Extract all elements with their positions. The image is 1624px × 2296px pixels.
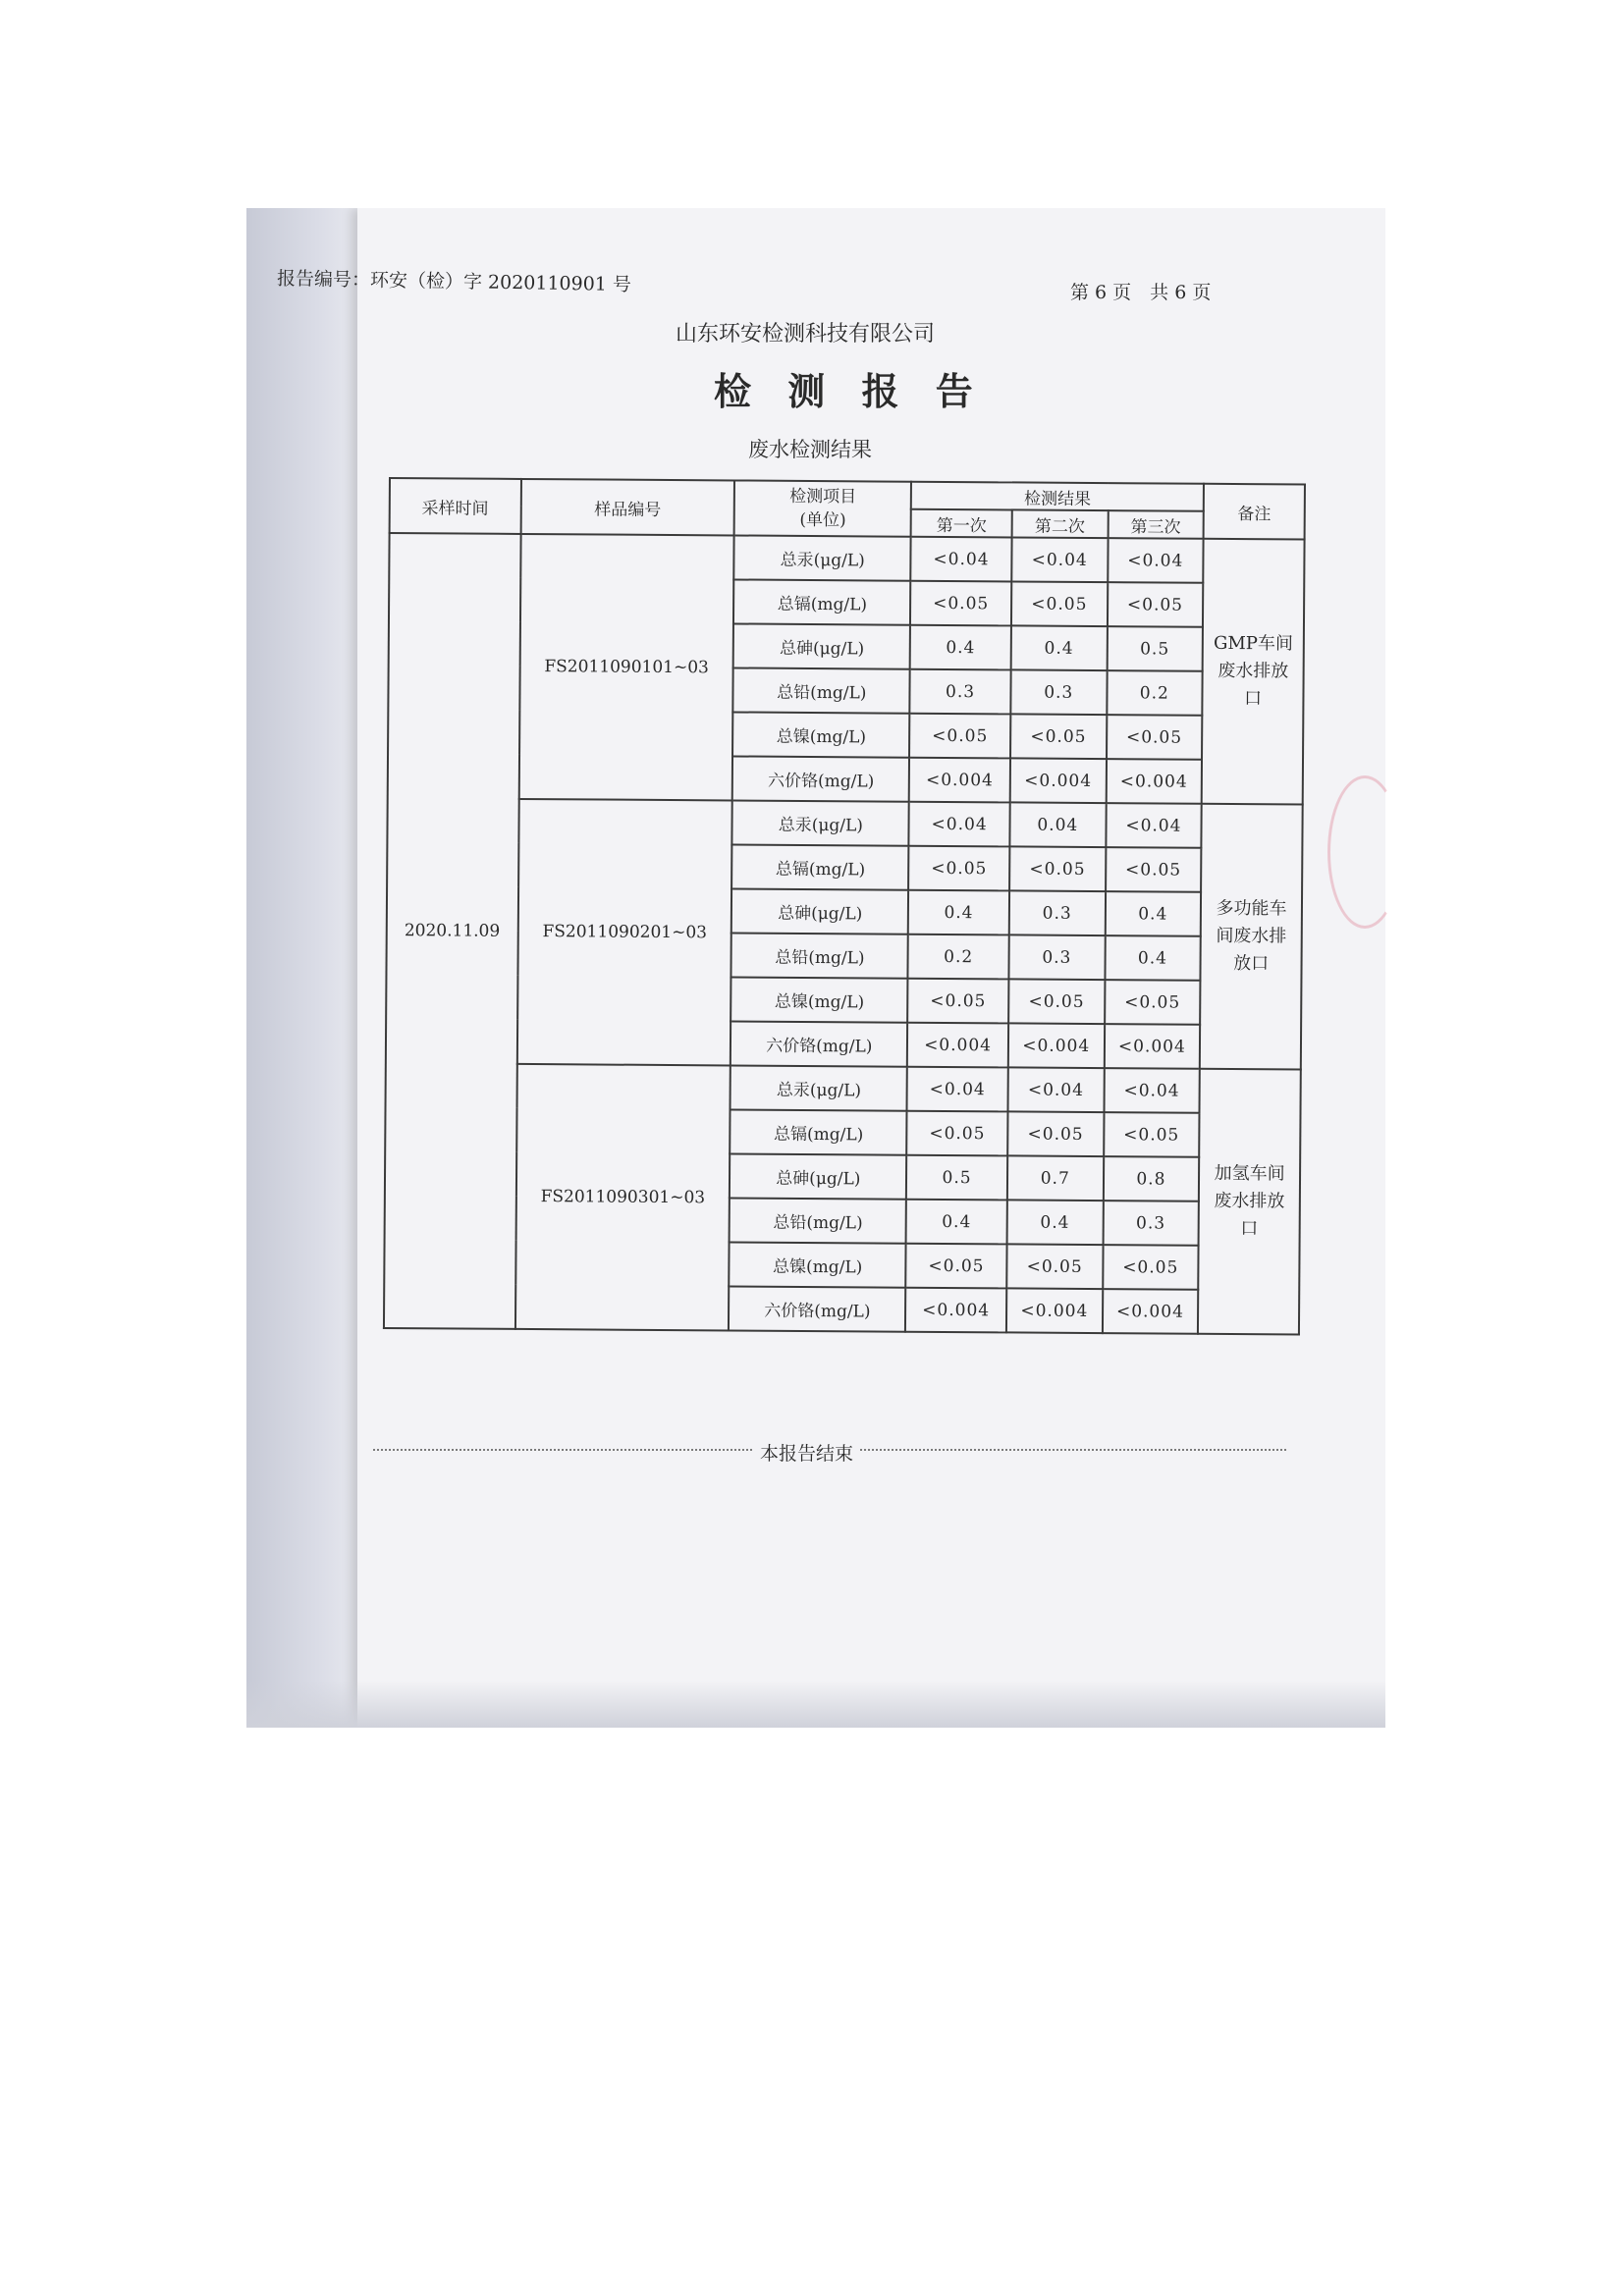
cell-result-1: <0.004 bbox=[909, 758, 1010, 803]
cell-remark: 加氢车间废水排放口 bbox=[1198, 1069, 1301, 1335]
cell-item: 总汞(μg/L) bbox=[732, 800, 909, 845]
cell-result-3: 0.2 bbox=[1107, 670, 1203, 716]
cell-result-1: <0.05 bbox=[909, 714, 1010, 759]
report-number: 报告编号：环安（检）字 2020110901 号 bbox=[276, 267, 632, 296]
cell-result-2: <0.004 bbox=[1008, 1023, 1105, 1068]
cell-result-2: <0.04 bbox=[1007, 1067, 1104, 1112]
cell-result-3: <0.004 bbox=[1104, 1024, 1200, 1069]
cell-item: 总铅(mg/L) bbox=[731, 933, 908, 978]
cell-item: 总砷(μg/L) bbox=[730, 1153, 906, 1199]
cell-result-1: <0.05 bbox=[906, 1111, 1007, 1156]
cell-result-3: <0.05 bbox=[1106, 847, 1202, 892]
cell-result-1: <0.004 bbox=[905, 1288, 1006, 1333]
cell-item: 总砷(μg/L) bbox=[733, 623, 910, 668]
cell-result-3: <0.04 bbox=[1104, 1068, 1200, 1113]
previous-page-edge bbox=[246, 208, 364, 1728]
table-row bbox=[386, 1063, 1301, 1114]
header-item: 检测项目 (单位) bbox=[734, 480, 911, 536]
cell-result-2: <0.004 bbox=[1010, 758, 1107, 803]
cell-item: 总镉(mg/L) bbox=[731, 1109, 907, 1154]
cell-result-1: <0.05 bbox=[910, 581, 1011, 626]
report-title: 检 测 报 告 bbox=[714, 369, 985, 413]
cell-item: 总铅(mg/L) bbox=[730, 1198, 906, 1243]
cell-item: 总镍(mg/L) bbox=[731, 977, 908, 1022]
page-shadow bbox=[246, 1681, 1385, 1728]
cell-result-2: <0.05 bbox=[1010, 714, 1107, 759]
cell-result-2: <0.04 bbox=[1011, 537, 1108, 582]
cell-result-1: <0.05 bbox=[908, 846, 1009, 891]
table-row bbox=[387, 798, 1302, 849]
cell-result-1: <0.04 bbox=[909, 802, 1010, 847]
cell-result-3: <0.05 bbox=[1105, 980, 1201, 1025]
cell-result-3: <0.004 bbox=[1103, 1289, 1199, 1334]
company-name: 山东环安检测科技有限公司 bbox=[676, 322, 936, 347]
header-sample-id: 样品编号 bbox=[520, 479, 734, 536]
cell-result-1: 0.4 bbox=[910, 625, 1011, 670]
cell-item: 总汞(μg/L) bbox=[731, 1065, 907, 1110]
cell-result-2: <0.05 bbox=[1008, 979, 1105, 1024]
cell-result-1: 0.4 bbox=[908, 890, 1009, 935]
report-end-text: 本报告结束 bbox=[754, 1439, 859, 1466]
cell-result-1: <0.04 bbox=[907, 1067, 1008, 1112]
cell-item: 六价铬(mg/L) bbox=[731, 1021, 907, 1066]
cell-result-3: <0.04 bbox=[1108, 538, 1204, 583]
cell-result-2: 0.3 bbox=[1008, 934, 1105, 980]
cell-result-2: <0.05 bbox=[1006, 1244, 1103, 1289]
page-info: 第 6 页 共 6 页 bbox=[1070, 282, 1212, 303]
cell-remark: 多功能车间废水排放口 bbox=[1200, 804, 1303, 1070]
cell-result-3: 0.8 bbox=[1103, 1156, 1199, 1201]
results-table bbox=[383, 477, 1306, 1335]
cell-sample-id: FS2011090301~03 bbox=[515, 1064, 731, 1331]
cell-result-3: <0.05 bbox=[1104, 1112, 1200, 1157]
cell-result-3: 0.4 bbox=[1105, 935, 1201, 981]
cell-result-1: 0.2 bbox=[908, 934, 1009, 980]
cell-result-1: 0.4 bbox=[906, 1200, 1007, 1245]
cell-sample-id: FS2011090101~03 bbox=[518, 534, 734, 801]
header-third: 第三次 bbox=[1108, 510, 1204, 539]
cell-sampling-date: 2020.11.09 bbox=[384, 533, 520, 1329]
cell-item: 总镍(mg/L) bbox=[730, 1242, 906, 1287]
cell-result-2: 0.7 bbox=[1007, 1155, 1104, 1201]
cell-result-1: 0.5 bbox=[906, 1155, 1007, 1201]
cell-result-2: <0.05 bbox=[1009, 846, 1106, 891]
cell-item: 总镉(mg/L) bbox=[733, 579, 910, 624]
cell-result-2: 0.3 bbox=[1009, 890, 1106, 935]
header-sampling-time: 采样时间 bbox=[390, 478, 521, 534]
cell-result-3: <0.05 bbox=[1108, 582, 1204, 627]
cell-result-3: <0.05 bbox=[1107, 715, 1203, 760]
header-first: 第一次 bbox=[911, 509, 1012, 538]
cell-remark: GMP车间废水排放口 bbox=[1202, 539, 1305, 805]
cell-result-1: <0.04 bbox=[910, 537, 1011, 582]
cell-item: 总镍(mg/L) bbox=[732, 712, 909, 757]
cell-result-3: <0.04 bbox=[1106, 803, 1202, 848]
cell-result-1: <0.05 bbox=[907, 979, 1008, 1024]
table-body bbox=[384, 533, 1305, 1334]
header-second: 第二次 bbox=[1012, 509, 1109, 538]
cell-item: 总镉(mg/L) bbox=[731, 844, 908, 889]
cell-result-3: <0.05 bbox=[1103, 1245, 1199, 1290]
cell-result-3: <0.004 bbox=[1106, 759, 1202, 804]
cell-result-3: 0.5 bbox=[1107, 626, 1203, 671]
table-row bbox=[389, 533, 1304, 584]
header-remark: 备注 bbox=[1204, 484, 1305, 540]
cell-result-3: 0.4 bbox=[1105, 891, 1201, 936]
cell-item: 六价铬(mg/L) bbox=[729, 1286, 905, 1331]
cell-item: 六价铬(mg/L) bbox=[732, 756, 909, 801]
cell-result-2: 0.3 bbox=[1010, 669, 1107, 715]
section-title: 废水检测结果 bbox=[748, 438, 872, 461]
cell-result-1: <0.004 bbox=[907, 1023, 1008, 1068]
cell-result-1: 0.3 bbox=[910, 669, 1011, 715]
stamp-mark bbox=[1327, 775, 1402, 929]
cell-result-2: <0.05 bbox=[1011, 581, 1108, 626]
cell-sample-id: FS2011090201~03 bbox=[516, 799, 732, 1066]
cell-result-2: <0.05 bbox=[1007, 1111, 1104, 1156]
cell-result-2: 0.4 bbox=[1011, 625, 1108, 670]
cell-result-2: <0.004 bbox=[1006, 1288, 1103, 1333]
cell-result-1: <0.05 bbox=[905, 1244, 1006, 1289]
cell-result-3: 0.3 bbox=[1103, 1201, 1199, 1246]
cell-item: 总汞(μg/L) bbox=[734, 535, 911, 580]
header-results: 检测结果 bbox=[911, 482, 1204, 511]
cell-item: 总砷(μg/L) bbox=[731, 888, 908, 934]
cell-result-2: 0.04 bbox=[1009, 802, 1106, 847]
cell-result-2: 0.4 bbox=[1007, 1200, 1104, 1245]
cell-item: 总铅(mg/L) bbox=[733, 667, 910, 713]
